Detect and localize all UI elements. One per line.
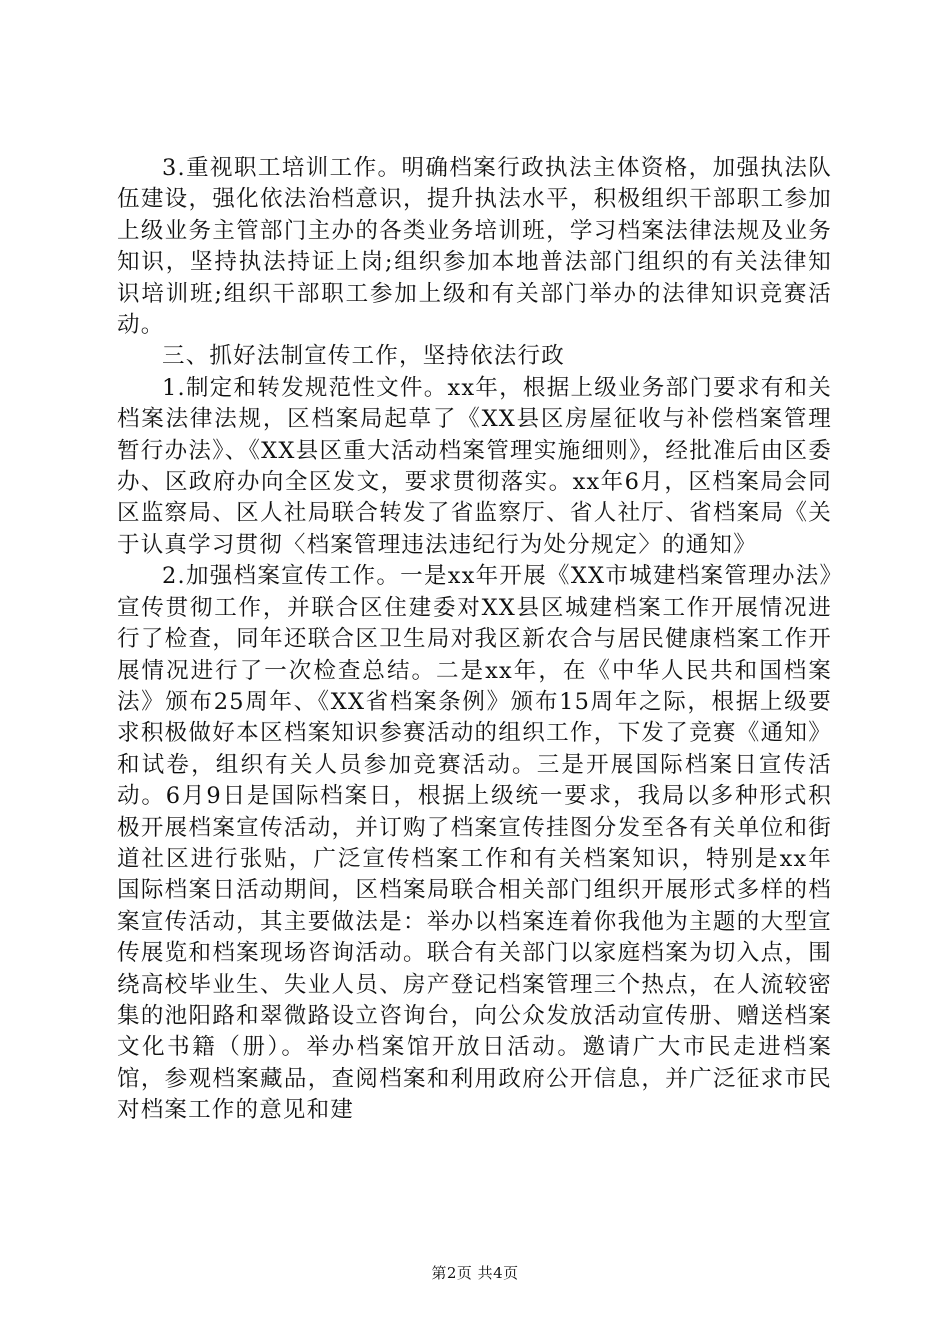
- section-heading: 三、抓好法制宣传工作，坚持依法行政: [162, 343, 565, 370]
- page-number-footer: 第2页 共4页: [431, 1264, 519, 1282]
- paragraph-publicity: 2.加强档案宣传工作。一是xx年开展《XX市城建档案管理办法》宣传贯彻工作，并联合区住建委对XX县区城建档案工作开展情况进行了检查，同年还联合区卫生局对我区新农合与居民健康档案工作开展情况进行了一次检查总结。二是xx年，在《中华人民共和国档案法》颁布25周年、《XX省档案条例》颁布15周年之际，根据上级要求积极做好本区档案知识参赛活动的组织工作，下发了竞赛《通知》和试卷，组织有关人员参加竞赛活动。三是开展国际档案日宣传活动。6月9日是国际档案日，根据上级统一要求，我局以多种形式积极开展档案宣传活动，并订购了档案宣传挂图分发至各有关单位和街道社区进行张贴，广泛宣传档案工作和有关档案知识，特别是xx年国际档案日活动期间，区档案局联合相关部门组织开展形式多样的档案宣传活动，其主要做法是：举办以档案连着你我他为主题的大型宣传展览和档案现场咨询活动。联合有关部门以家庭档案为切入点，围绕高校毕业生、失业人员、房产登记档案管理三个热点，在人流较密集的池阳路和翠微路设立咨询台，向公众发放活动宣传册、赠送档案文化书籍（册）。举办档案馆开放日活动。邀请广大市民走进档案馆，参观档案藏品，查阅档案和利用政府公开信息，并广泛征求市民对档案工作的意见和建: [117, 563, 832, 1124]
- document-body: [117, 153, 832, 1127]
- paragraph-regulations: 1.制定和转发规范性文件。xx年，根据上级业务部门要求有和关档案法律法规，区档案局起草了《XX县区房屋征收与补偿档案管理暂行办法》、《XX县区重大活动档案管理实施细则》，经批准后由区委办、区政府办向全区发文，要求贯彻落实。xx年6月，区档案局会同区监察局、区人社局联合转发了省监察厅、省人社厅、省档案局《关于认真学习贯彻〈档案管理违法违纪行为处分规定〉的通知》: [117, 374, 832, 558]
- paragraph-training: 3.重视职工培训工作。明确档案行政执法主体资格，加强执法队伍建设，强化依法治档意识，提升执法水平，积极组织干部职工参加上级业务主管部门主办的各类业务培训班，学习档案法律法规及业务知识，坚持执法持证上岗;组织参加本地普法部门组织的有关法律知识培训班;组织干部职工参加上级和有关部门举办的法律知识竞赛活动。: [117, 155, 832, 339]
